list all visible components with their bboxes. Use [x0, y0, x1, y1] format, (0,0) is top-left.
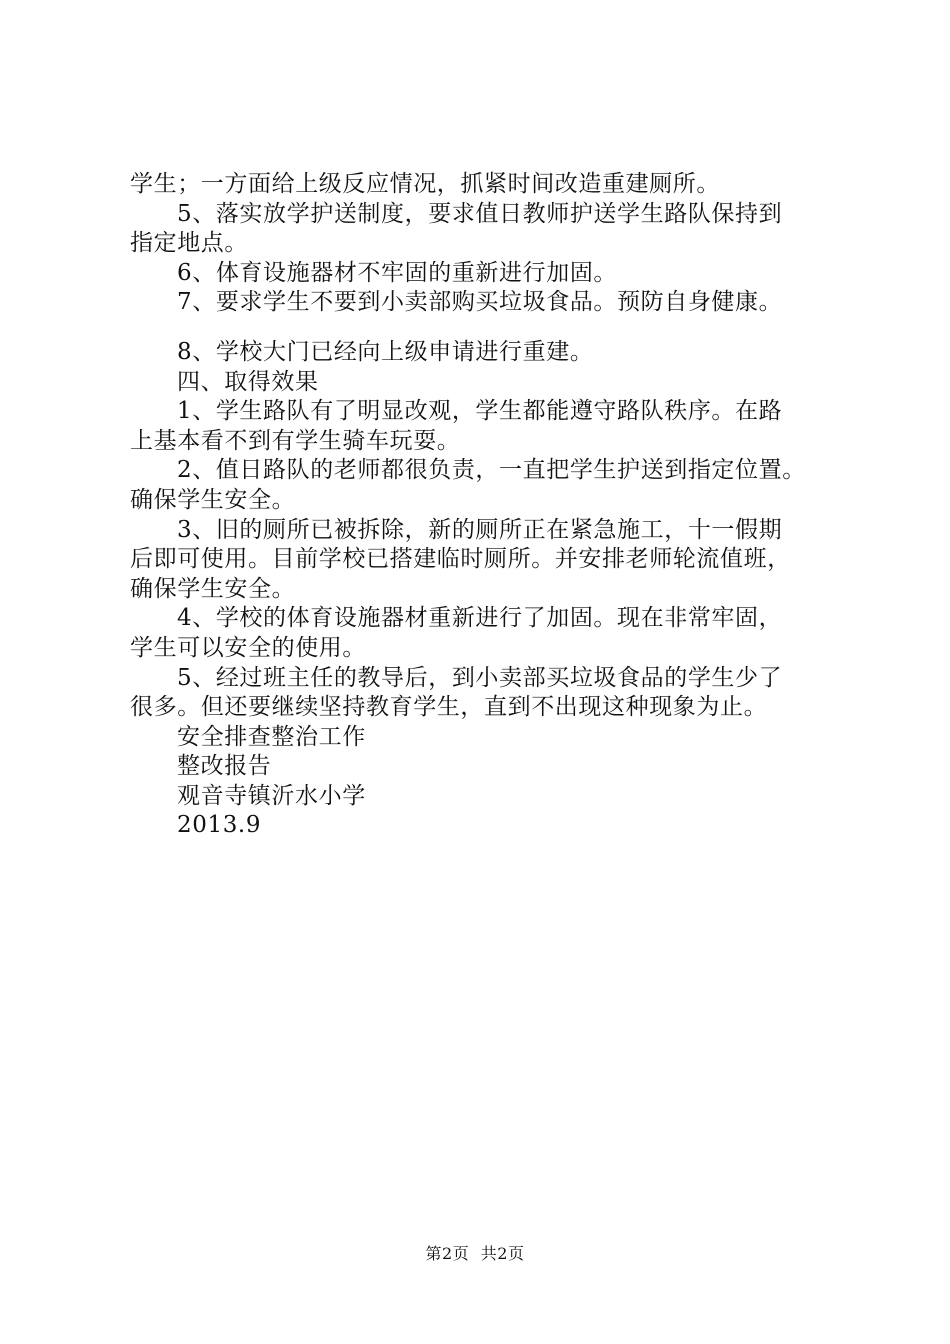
- text-line: 上基本看不到有学生骑车玩耍。: [130, 427, 461, 454]
- page-footer: [0, 1243, 950, 1265]
- text-line: 8、学校大门已经向上级申请进行重建。: [177, 338, 594, 365]
- signature-subtitle: 整改报告: [177, 753, 272, 780]
- text-line: 学生可以安全的使用。: [130, 634, 366, 661]
- text-line: 学生；一方面给上级反应情况，抓紧时间改造重建厕所。: [130, 171, 720, 197]
- signature-organization: 观音寺镇沂水小学: [177, 782, 366, 809]
- text-line: 后即可使用。目前学校已搭建临时厕所。并安排老师轮流值班，: [130, 546, 791, 573]
- text-line: 7、要求学生不要到小卖部购买垃圾食品。预防自身健康。: [177, 289, 783, 316]
- text-line: 5、落实放学护送制度，要求值日教师护送学生路队保持到: [177, 200, 783, 227]
- section-heading: 四、取得效果: [177, 368, 319, 395]
- text-line: 3、旧的厕所已被拆除，新的厕所正在紧急施工，十一假期: [177, 516, 783, 543]
- text-line: 确保学生安全。: [130, 486, 296, 513]
- text-line: 很多。但还要继续坚持教育学生，直到不出现这种现象为止。: [130, 694, 768, 721]
- text-line: 5、经过班主任的教导后，到小卖部买垃圾食品的学生少了: [177, 664, 783, 691]
- signature-date: 2013.9: [177, 812, 262, 839]
- text-line: 6、体育设施器材不牢固的重新进行加固。: [177, 259, 618, 286]
- text-line: 指定地点。: [130, 230, 248, 257]
- text-line: 确保学生安全。: [130, 575, 296, 602]
- signature-title: 安全排查整治工作: [177, 723, 366, 750]
- text-line: 4、学校的体育设施器材重新进行了加固。现在非常牢固，: [177, 605, 783, 632]
- page-total: 共2页: [480, 1244, 525, 1263]
- text-line: 2、值日路队的老师都很负责，一直把学生护送到指定位置。: [177, 457, 806, 484]
- page-number: 第2页: [425, 1244, 470, 1263]
- text-line: 1、学生路队有了明显改观，学生都能遵守路队秩序。在路: [177, 398, 783, 425]
- document-body: [130, 170, 860, 841]
